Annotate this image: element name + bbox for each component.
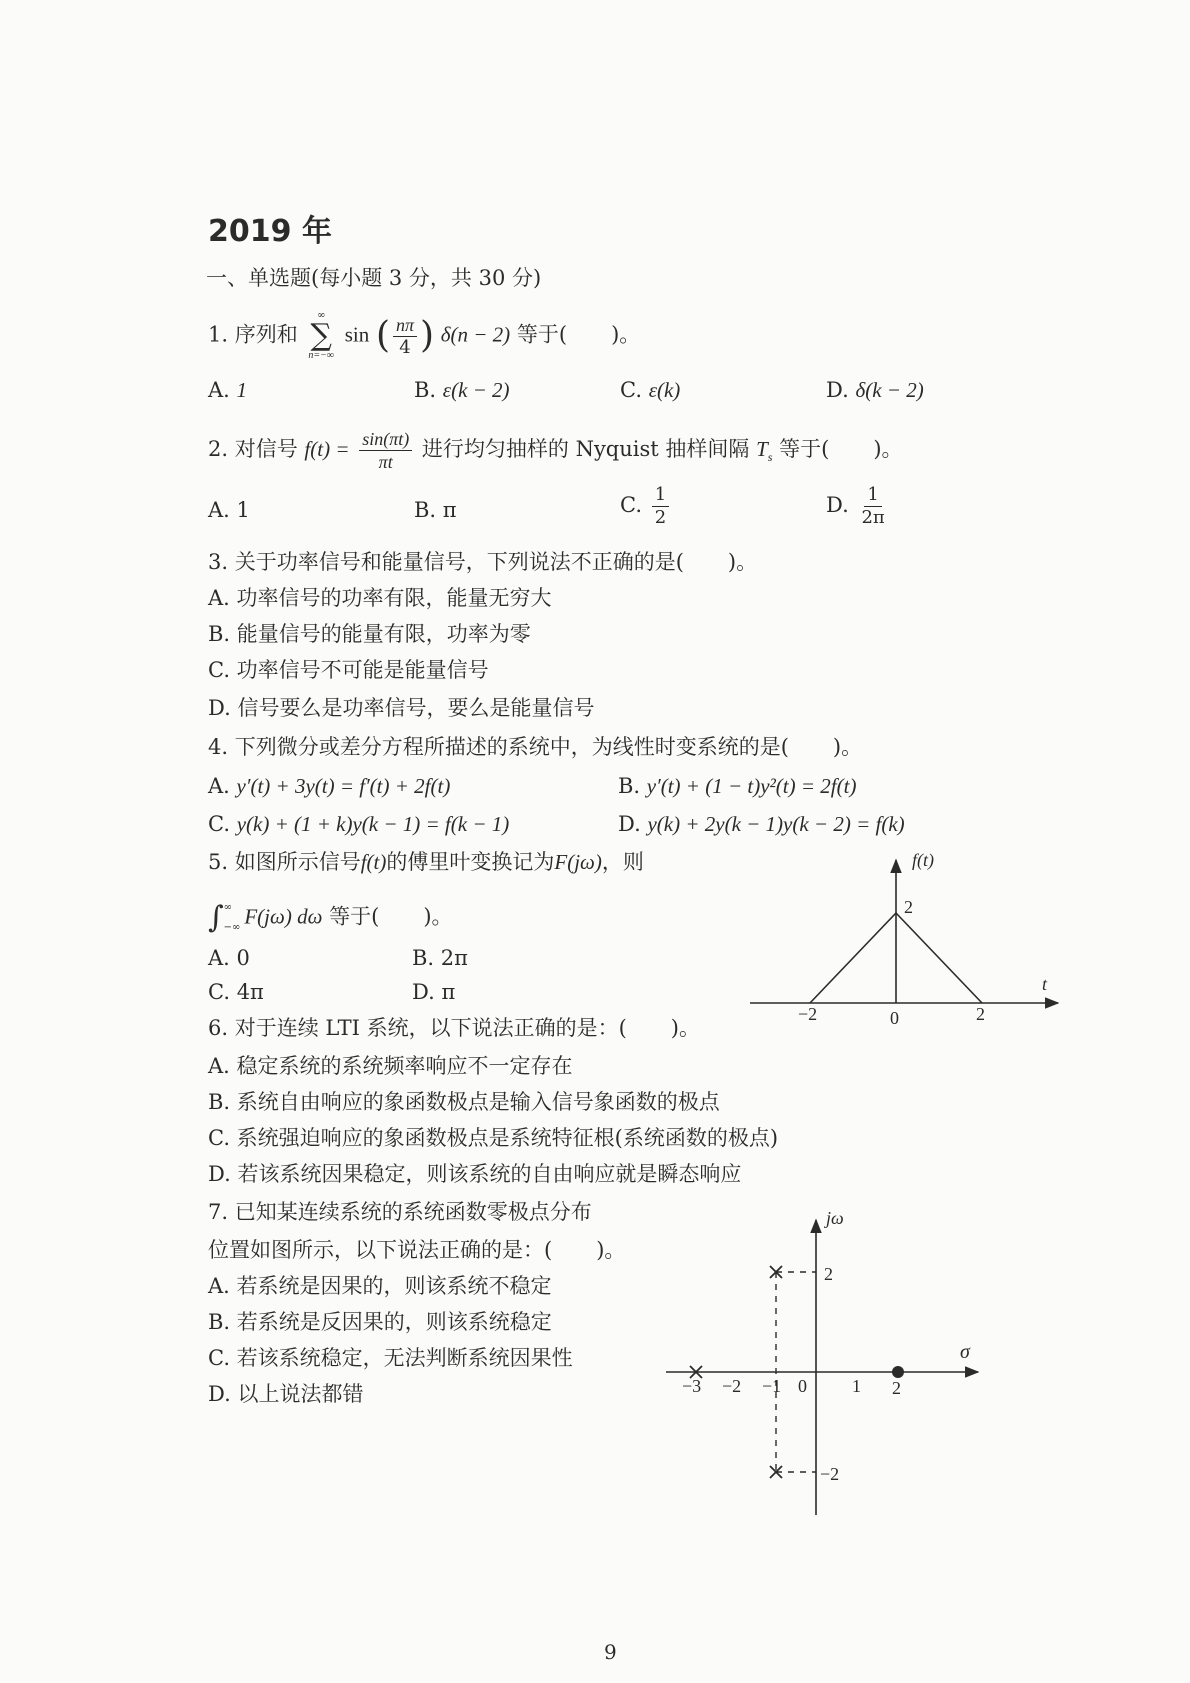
q3-option-b: B. 能量信号的能量有限，功率为零: [208, 622, 531, 646]
q5-tick-0: 0: [890, 1008, 899, 1028]
q1-option-b: B. ε(k − 2): [414, 378, 510, 402]
q1-option-c: C. ε(k): [620, 378, 681, 402]
q7-option-b: B. 若系统是反因果的，则该系统稳定: [208, 1310, 552, 1334]
q7-x-tick-neg2: −2: [722, 1376, 742, 1396]
q7-option-c: C. 若该系统稳定，无法判断系统因果性: [208, 1346, 573, 1370]
q6-option-d: D. 若该系统因果稳定，则该系统的自由响应就是瞬态响应: [208, 1162, 742, 1186]
section-heading: 一、单选题(每小题 3 分，共 30 分): [206, 266, 542, 290]
q7-x-tick-neg1: −1: [762, 1376, 782, 1396]
question-4: 4. 下列微分或差分方程所描述的系统中，为线性时变系统的是( )。: [208, 735, 863, 759]
question-7-cont: 位置如图所示，以下说法正确的是：( )。: [208, 1238, 626, 1262]
q7-zero: [892, 1366, 904, 1378]
q7-option-a: A. 若系统是因果的，则该系统不稳定: [208, 1274, 552, 1298]
q7-x-tick-neg3: −3: [682, 1376, 702, 1396]
q3-option-c: C. 功率信号不可能是能量信号: [208, 658, 489, 682]
q1-prefix: 序列和: [234, 322, 298, 347]
q6-option-b: B. 系统自由响应的象函数极点是输入信号象函数的极点: [208, 1090, 720, 1114]
q2-option-b: B. π: [414, 498, 457, 522]
question-5: 5. 如图所示信号f(t)的傅里叶变换记为F(jω)，则: [208, 850, 644, 874]
q2-option-a: A. 1: [208, 498, 250, 522]
q5-tick-neg2: −2: [798, 1004, 818, 1024]
q4-option-d: D. y(k) + 2y(k − 1)y(k − 2) = f(k): [618, 812, 905, 836]
question-3: 3. 关于功率信号和能量信号，下列说法不正确的是( )。: [208, 550, 758, 574]
q7-y-label: jω: [826, 1210, 844, 1228]
q7-x-tick-2: 2: [892, 1378, 901, 1398]
q5-option-c: C. 4π: [208, 980, 264, 1004]
q5-x-label: t: [1042, 974, 1048, 994]
q5-peak-label: 2: [904, 897, 913, 917]
q7-y-tick-bottom: −2: [820, 1464, 840, 1484]
q1-func: sin: [344, 322, 370, 347]
q6-option-c: C. 系统强迫响应的象函数极点是系统特征根(系统函数的极点): [208, 1126, 779, 1150]
q7-x-tick-1: 1: [852, 1376, 861, 1396]
q5-option-d: D. π: [412, 980, 456, 1004]
q1-summation: ∞ ∑ n=−∞: [308, 310, 335, 361]
page-number: 9: [604, 1640, 617, 1664]
q3-option-a: A. 功率信号的功率有限，能量无穷大: [208, 586, 552, 610]
q1-number: 1.: [208, 322, 229, 347]
q7-option-d: D. 以上说法都错: [208, 1382, 364, 1406]
q1-suffix-text: 等于(: [516, 322, 568, 347]
q6-option-a: A. 稳定系统的系统频率响应不一定存在: [208, 1054, 573, 1078]
q4-option-c: C. y(k) + (1 + k)y(k − 1) = f(k − 1): [208, 812, 510, 836]
question-7: 7. 已知某连续系统的系统函数零极点分布: [208, 1200, 592, 1224]
q5-integral-line: ∫ ∞ −∞ F(jω) dω 等于( )。: [208, 900, 453, 935]
q1-suffix-expr: δ(n − 2): [440, 322, 511, 347]
q2-option-d: D. $\frac{1}{2\pi}$: [826, 484, 885, 528]
q7-x-tick-0: 0: [798, 1376, 807, 1396]
q7-x-label: σ: [960, 1341, 970, 1363]
q5-tick-2: 2: [976, 1004, 985, 1024]
q1-end: )。: [611, 322, 641, 347]
q4-option-a: A. y′(t) + 3y(t) = f′(t) + 2f(t): [208, 774, 451, 798]
q2-option-c: C. $\frac{1}{2}$: [620, 484, 672, 529]
q5-y-label: f(t): [912, 850, 934, 870]
q3-option-d: D. 信号要么是功率信号，要么是能量信号: [208, 696, 595, 720]
q1-fraction: $\frac{n\pi}{4}$: [393, 314, 417, 359]
q5-signal-figure: [740, 840, 1070, 1040]
question-2: 2. 对信号 f(t) = $\frac{\sin(\pi t)}{\pi t}$ 进行均匀抽样的 Nyquist 抽样间隔 $T_s$ 等于( )。: [208, 429, 903, 472]
q7-pole-zero-figure: [660, 1210, 990, 1520]
q4-option-b: B. y′(t) + (1 − t)y²(t) = 2f(t): [618, 774, 857, 798]
question-1: 1. 序列和 ∞ ∑ n=−∞ sin ( $\frac{n\pi}{4}$ ) δ(n − 2) 等于( )。: [208, 310, 641, 361]
q5-option-b: B. 2π: [412, 946, 468, 970]
page-title: 2019 年: [208, 214, 332, 249]
q1-option-a: A. 1: [208, 378, 248, 402]
q1-option-d: D. δ(k − 2): [826, 378, 924, 402]
q5-option-a: A. 0: [208, 946, 250, 970]
question-6: 6. 对于连续 LTI 系统，以下说法正确的是：( )。: [208, 1016, 700, 1040]
q7-y-tick-top: 2: [824, 1264, 833, 1284]
q2-fraction: $\frac{\sin(\pi t)}{\pi t}$: [359, 428, 412, 473]
